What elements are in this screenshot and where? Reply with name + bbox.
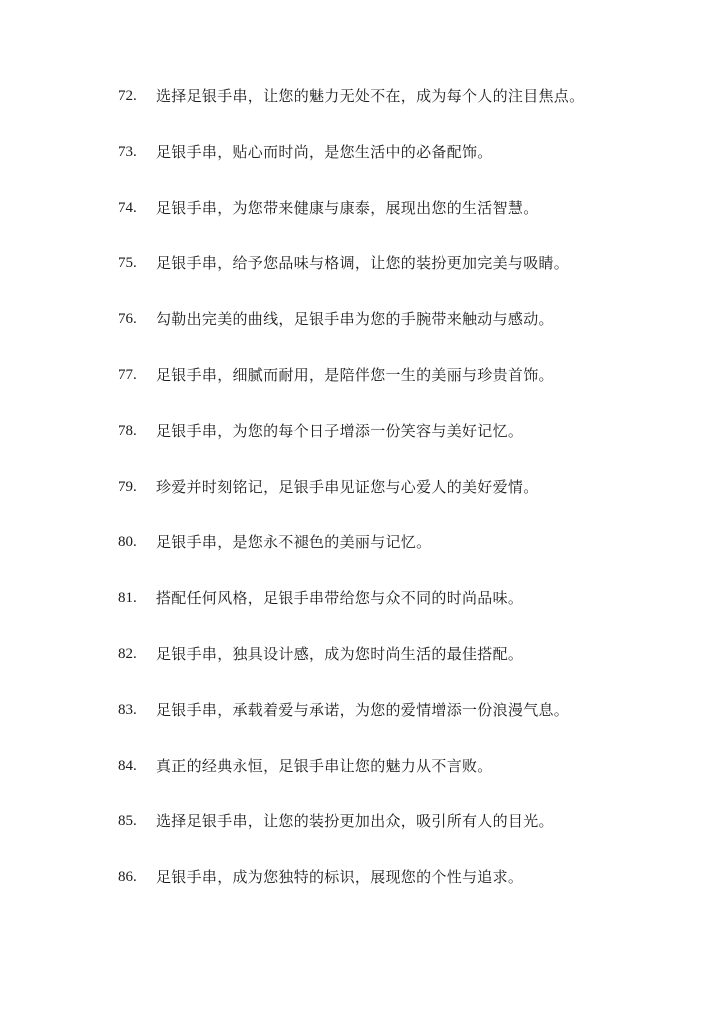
item-number: 77. (118, 366, 137, 383)
item-number: 85. (118, 813, 137, 830)
item-text: 选择足银手串，让您的魅力无处不在，成为每个人的注目焦点。 (156, 87, 585, 105)
item-text: 足银手串，细腻而耐用，是陪伴您一生的美丽与珍贵首饰。 (156, 365, 554, 384)
item-text: 足银手串，为您带来健康与康泰，展现出您的生活智慧。 (156, 198, 539, 217)
item-number: 78. (118, 422, 137, 439)
list-item (118, 643, 678, 699)
item-number: 79. (118, 478, 137, 495)
item-number: 75. (118, 255, 137, 272)
item-text: 珍爱并时刻铭记，足银手串见证您与心爱人的美好爱情。 (156, 477, 539, 496)
item-number: 83. (118, 701, 137, 718)
item-text: 足银手串，承载着爱与承诺，为您的爱情增添一份浪漫气息。 (156, 700, 570, 719)
item-text: 真正的经典永恒，足银手串让您的魅力从不言败。 (156, 756, 493, 775)
item-text: 足银手串，是您永不褪色的美丽与记忆。 (156, 533, 432, 552)
list-item (118, 699, 678, 755)
item-number: 74. (118, 199, 137, 216)
item-number: 73. (118, 143, 137, 160)
list-item (118, 141, 678, 197)
item-text: 足银手串，贴心而时尚，是您生活中的必备配饰。 (156, 142, 493, 161)
list-item (118, 531, 678, 587)
list-item (118, 476, 678, 532)
slogan-list (118, 85, 678, 922)
item-text: 足银手串，给予您品味与格调，让您的装扮更加完美与吸睛。 (156, 254, 570, 273)
list-item (118, 364, 678, 420)
item-number: 80. (118, 534, 137, 551)
list-item (118, 866, 678, 922)
item-number: 86. (118, 869, 137, 886)
item-number: 82. (118, 645, 137, 662)
item-number: 81. (118, 590, 137, 607)
list-item (118, 755, 678, 811)
list-item (118, 197, 678, 253)
list-item (118, 252, 678, 308)
list-item (118, 810, 678, 866)
item-text: 足银手串，为您的每个日子增添一份笑容与美好记忆。 (156, 421, 524, 440)
list-item (118, 587, 678, 643)
item-number: 76. (118, 311, 137, 328)
item-text: 足银手串，成为您独特的标识，展现您的个性与追求。 (156, 868, 524, 887)
list-item (118, 85, 678, 141)
list-item (118, 420, 678, 476)
item-number: 84. (118, 757, 137, 774)
item-text: 足银手串，独具设计感，成为您时尚生活的最佳搭配。 (156, 644, 524, 663)
item-number: 72. (118, 88, 137, 104)
item-text: 勾勒出完美的曲线，足银手串为您的手腕带来触动与感动。 (156, 310, 554, 329)
item-text: 选择足银手串，让您的装扮更加出众，吸引所有人的目光。 (156, 812, 554, 831)
item-text: 搭配任何风格，足银手串带给您与众不同的时尚品味。 (156, 589, 524, 608)
list-item (118, 308, 678, 364)
